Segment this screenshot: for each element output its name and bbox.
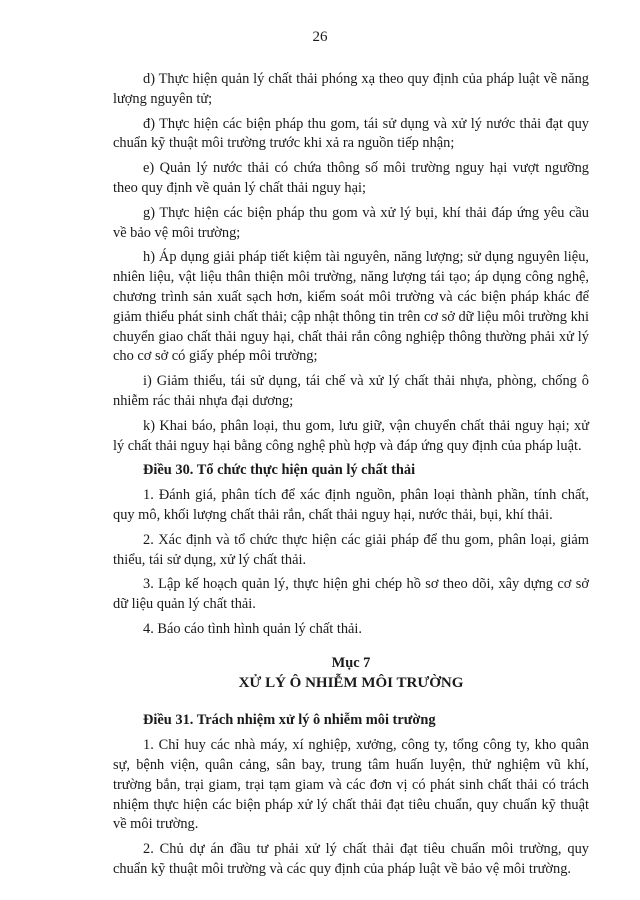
article-heading: Điều 30. Tổ chức thực hiện quản lý chất thải bbox=[143, 462, 416, 479]
paragraph: 2. Xác định và tổ chức thực hiện các giải pháp để thu gom, phân loại, giảm thiểu, tái sử dụng, xử lý chất thải. bbox=[113, 531, 589, 568]
section-title: XỬ LÝ Ô NHIỄM MÔI TRƯỜNG bbox=[238, 674, 464, 691]
paragraph: đ) Thực hiện các biện pháp thu gom, tái sử dụng và xử lý nước thải đạt quy chuẩn kỹ thuật môi trường trước khi xả ra nguồn tiếp nhận; bbox=[113, 115, 589, 152]
paragraph: e) Quản lý nước thải có chứa thông số môi trường nguy hại vượt ngưỡng theo quy định về quản lý chất thải nguy hại; bbox=[113, 160, 589, 196]
paragraph: k) Khai báo, phân loại, thu gom, lưu giữ, vận chuyển chất thải nguy hại; xử lý chất thải nguy hại bằng công nghệ phù hợp và đáp ứng quy định của pháp luật. bbox=[113, 417, 589, 454]
paragraph: h) Áp dụng giải pháp tiết kiệm tài nguyên, năng lượng; sử dụng nguyên liệu, nhiên liệu, vật liệu thân thiện môi trường, năng lượng tái tạo; áp dụng công nghệ, chương trình sản xuất sạch hơn, kiểm soát môi trường và các biện pháp khác để giảm thiểu phát sinh chất thải; cập nhật thông tin trên cơ sở dữ liệu môi trường khi chuyển giao chất thải nguy hại, chất thải rắn công nghiệp thông thường phải xử lý cho cơ sở có giấy phép môi trường; bbox=[113, 249, 589, 365]
paragraph: 1. Đánh giá, phân tích để xác định nguồn, phân loại thành phần, tính chất, quy mô, khối lượng chất thải rắn, chất thải nguy hại, nước thải, bụi, khí thải. bbox=[113, 487, 589, 523]
paragraph: 1. Chỉ huy các nhà máy, xí nghiệp, xưởng, công ty, tổng công ty, kho quân sự, bệnh viện, quân cảng, sân bay, trung tâm huấn luyện, thử nghiệm vũ khí, trường bắn, trại giam, trại tạm giam và các đơn vị có phát sinh chất thải có trách nhiệm thực hiện các biện pháp xử lý chất thải đạt tiêu chuẩn, quy chuẩn kỹ thuật về môi trường. bbox=[113, 737, 589, 833]
paragraph: g) Thực hiện các biện pháp thu gom và xử lý bụi, khí thải đáp ứng yêu cầu về bảo vệ môi trường; bbox=[113, 204, 589, 241]
paragraph: d) Thực hiện quản lý chất thải phóng xạ theo quy định của pháp luật về năng lượng nguyên tử; bbox=[113, 71, 589, 107]
page-number: 26 bbox=[312, 29, 328, 45]
paragraph: i) Giảm thiểu, tái sử dụng, tái chế và xử lý chất thải nhựa, phòng, chống ô nhiễm rác thải nhựa đại dương; bbox=[113, 373, 589, 409]
paragraph: 2. Chủ dự án đầu tư phải xử lý chất thải đạt tiêu chuẩn môi trường, quy chuẩn kỹ thuật môi trường và các quy định của pháp luật về bảo vệ môi trường. bbox=[113, 841, 589, 877]
paragraph: 3. Lập kế hoạch quản lý, thực hiện ghi chép hồ sơ theo dõi, xây dựng cơ sở dữ liệu quản lý chất thải. bbox=[113, 576, 589, 613]
paragraph: 4. Báo cáo tình hình quản lý chất thải. bbox=[143, 620, 363, 637]
section-label: Mục 7 bbox=[331, 654, 371, 671]
document-body bbox=[113, 70, 589, 885]
article-heading: Điều 31. Trách nhiệm xử lý ô nhiễm môi trường bbox=[143, 712, 436, 729]
